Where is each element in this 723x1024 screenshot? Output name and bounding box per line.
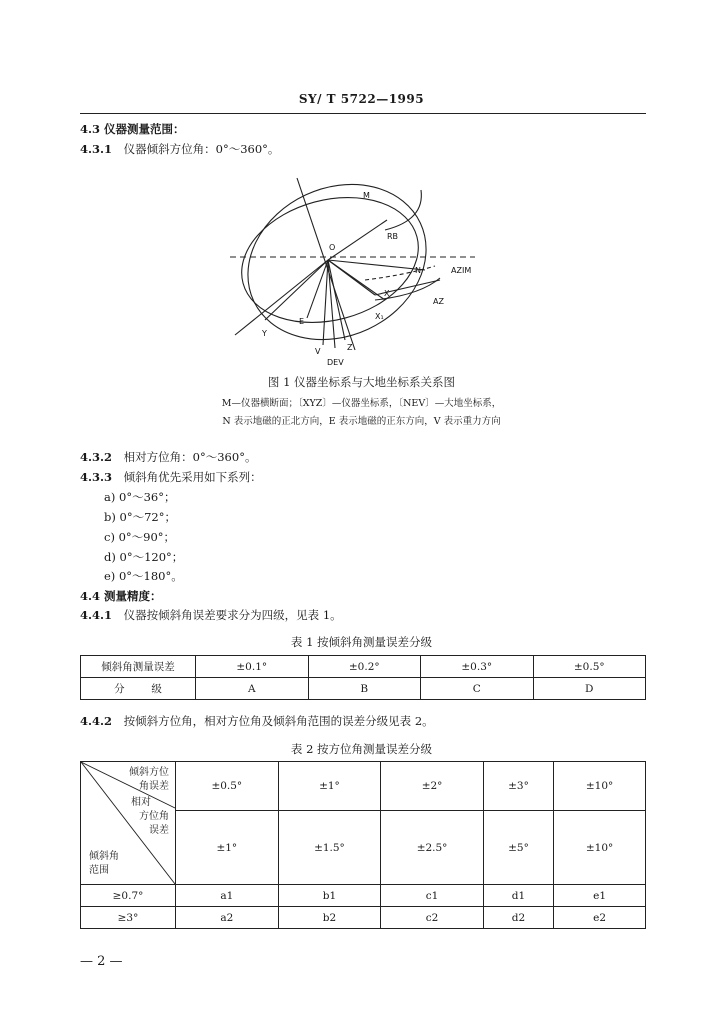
section-number: 4.4.1 [80, 608, 113, 622]
label-X1: X₁ [375, 312, 384, 321]
table-1-row-head: 分 级 [81, 678, 196, 700]
corner-text: 角误差 [139, 781, 169, 792]
list-item-c: c) 0°～90°； [104, 530, 176, 544]
label-M: M [363, 191, 370, 200]
corner-label-inclination [89, 850, 119, 878]
list-item-a: a) 0°～36°； [104, 490, 176, 504]
table-cell: ±2.5° [381, 811, 484, 885]
figure-1-caption: 图 1 仪器坐标系与大地坐标系关系图 [267, 375, 456, 389]
table-2-caption: 表 2 按方位角测量误差分级 [290, 742, 433, 756]
table-cell: B [308, 678, 421, 700]
section-text: 按倾斜方位角，相对方位角及倾斜角范围的误差分级见表 2。 [123, 714, 434, 728]
table-cell: ±2° [381, 762, 484, 811]
section-number: 4.3.1 [80, 142, 113, 156]
corner-text: 方位角 [139, 811, 169, 822]
table-cell: ±0.3° [421, 656, 534, 678]
table-cell: ±0.1° [196, 656, 309, 678]
page-header: SY/ T 5722—1995 [298, 92, 425, 106]
table-cell: ±1° [278, 762, 381, 811]
label-E: E [299, 317, 305, 326]
section-number: 4.4.2 [80, 714, 113, 728]
table-2-corner-cell [81, 762, 176, 885]
header-rule [80, 113, 646, 114]
table-cell: c1 [381, 885, 484, 907]
corner-text: 范围 [89, 865, 109, 876]
table-cell: b2 [278, 907, 381, 929]
table-cell: ±1.5° [278, 811, 381, 885]
table-cell: c2 [381, 907, 484, 929]
section-number: 4.3.2 [80, 450, 113, 464]
section-4-4-2 [80, 713, 434, 729]
list-item-e: e) 0°～180°。 [104, 569, 183, 583]
table-cell: D [533, 678, 646, 700]
section-text: 仪器按倾斜角误差要求分为四级，见表 1。 [123, 608, 342, 622]
table-2-range-cell: ≥0.7° [81, 885, 176, 907]
corner-label-azimuth [129, 766, 169, 794]
section-4-3: 4.3 仪器测量范围： [80, 122, 185, 136]
table-cell: e2 [554, 907, 646, 929]
label-Z: Z [347, 343, 353, 352]
corner-text: 倾斜方位 [129, 767, 169, 778]
table-cell: b1 [278, 885, 381, 907]
table-2 [80, 761, 646, 929]
list-item-d: d) 0°～120°； [104, 550, 184, 564]
table-cell: ±0.5° [176, 762, 279, 811]
list-item-b: b) 0°～72°； [104, 510, 176, 524]
label-N: N [415, 266, 421, 275]
section-4-4-1 [80, 607, 342, 623]
label-V: V [315, 347, 321, 356]
section-text: 相对方位角：0°～360°。 [123, 450, 257, 464]
table-2-range-cell: ≥3° [81, 907, 176, 929]
table-cell: ±3° [483, 762, 553, 811]
table-row [81, 678, 646, 700]
corner-label-relative [131, 796, 169, 838]
section-number: 4.3.3 [80, 470, 113, 484]
table-1 [80, 655, 646, 700]
label-AZ: AZ [433, 297, 444, 306]
table-row [81, 656, 646, 678]
corner-text: 误差 [149, 825, 169, 836]
label-AZIM: AZIM [451, 266, 472, 275]
table-cell: d2 [483, 907, 553, 929]
corner-text: 倾斜角 [89, 851, 119, 862]
table-1-row-head: 倾斜角测量误差 [81, 656, 196, 678]
label-O: O [329, 243, 336, 252]
figure-1-diagram [225, 170, 500, 370]
table-cell: ±0.2° [308, 656, 421, 678]
table-1-caption: 表 1 按倾斜角测量误差分级 [290, 635, 433, 649]
table-cell: ±10° [554, 811, 646, 885]
section-4-3-2 [80, 449, 256, 465]
label-DEV: DEV [327, 358, 344, 367]
table-cell: ±1° [176, 811, 279, 885]
table-cell: a2 [176, 907, 279, 929]
table-cell: d1 [483, 885, 553, 907]
table-cell: ±10° [554, 762, 646, 811]
figure-1-note-2: N 表示地磁的正北方向，E 表示地磁的正东方向，V 表示重力方向 [222, 416, 501, 427]
table-cell: A [196, 678, 309, 700]
section-4-4: 4.4 测量精度： [80, 589, 162, 603]
label-X: X [384, 289, 390, 298]
table-cell: ±0.5° [533, 656, 646, 678]
page-number: — 2 — [80, 954, 123, 969]
table-row [81, 907, 646, 929]
section-text: 仪器倾斜方位角：0°～360°。 [123, 142, 280, 156]
table-cell: C [421, 678, 534, 700]
table-row [81, 762, 646, 811]
figure-1-note-1: M—仪器横断面；〔XYZ〕—仪器坐标系，〔NEV〕—大地坐标系， [221, 398, 502, 409]
table-cell: ±5° [483, 811, 553, 885]
table-cell: a1 [176, 885, 279, 907]
section-text: 倾斜角优先采用如下系列： [123, 470, 262, 484]
corner-text: 相对 [131, 797, 151, 808]
section-4-3-1 [80, 141, 279, 157]
section-4-3-3 [80, 469, 262, 485]
label-Y: Y [262, 329, 267, 338]
table-row [81, 885, 646, 907]
table-cell: e1 [554, 885, 646, 907]
label-RB: RB [387, 232, 399, 241]
